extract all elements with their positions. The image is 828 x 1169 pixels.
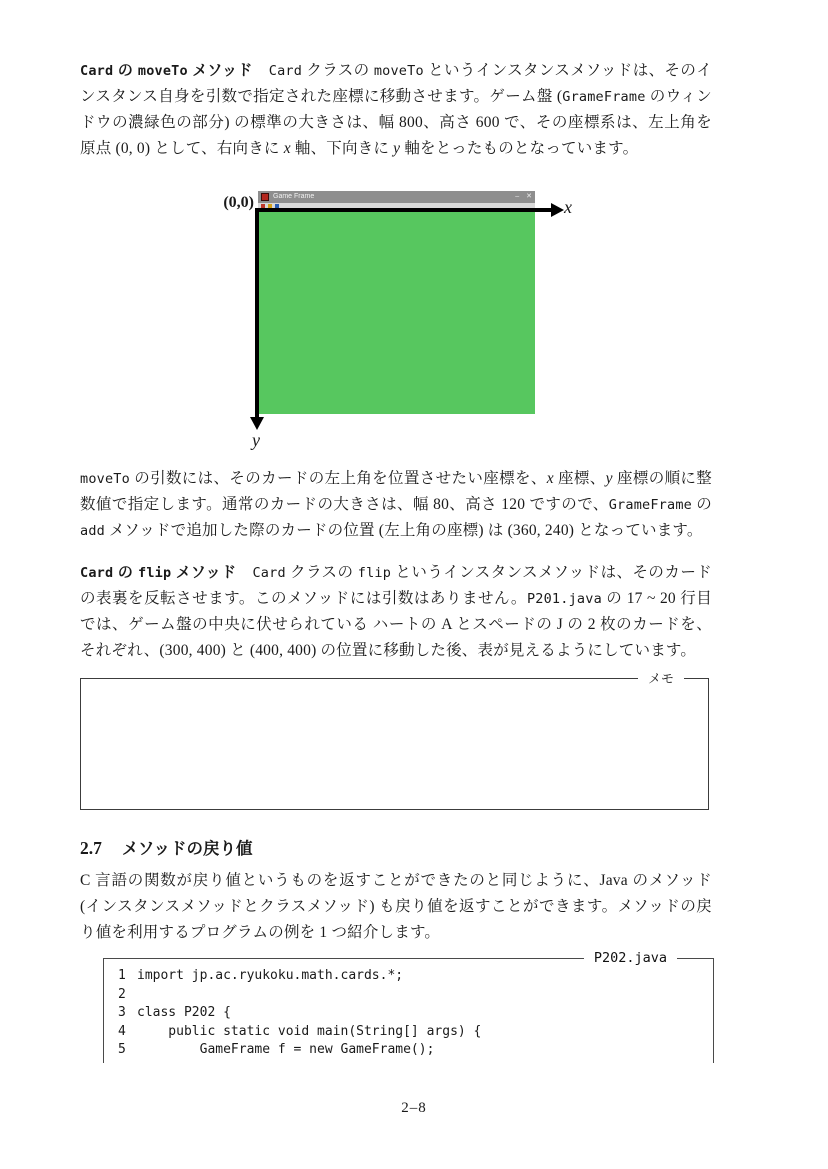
paragraph-moveto-args: moveTo の引数には、そのカードの左上角を位置させたい座標を、x 座標、y 座標の順に整数値で指定します。通常のカードの大きさは、幅 80、高さ 120 ですので、GrameFrame の add メソッドで追加した際のカードの位置 (左上角の座標) は (360, 240) となっています。 (80, 470, 712, 539)
page-number: 2–8 (401, 1100, 427, 1116)
code-box (103, 950, 714, 1063)
y-axis (255, 208, 259, 418)
origin-label: (0,0) (223, 194, 254, 211)
x-axis-label: x (564, 197, 572, 217)
memo-box (80, 671, 709, 810)
section-title: メソッドの戻り値 (121, 840, 253, 858)
y-axis-label: y (252, 430, 260, 450)
window-title: Game Frame (273, 193, 315, 200)
window-app-icon (261, 193, 269, 201)
paragraph-return-value: C 言語の関数が戻り値というものを返すことができたのと同じように、Java のメソッド (インスタンスメソッドとクラスメソッド) も戻り値を返すことができます。メソッドの戻り値を利用するプログラムの例を 1 つ紹介します。 (80, 872, 712, 941)
code-line: 4 public static void main(String[] args) { (118, 1023, 482, 1039)
close-icon: ✕ (526, 193, 532, 200)
x-axis (255, 208, 552, 212)
game-board (258, 210, 535, 414)
game-window (258, 191, 535, 414)
x-axis-arrowhead-icon (551, 203, 564, 217)
paragraph-flip: Card の flip メソッド Card クラスの flip というインスタンスメソッドは、そのカードの表裏を反転させます。このメソッドには引数はありません。P201.java の 17 ~ 20 行目では、ゲーム盤の中央に伏せられている ハートの A とスペードの J の 2 枚のカードを、それぞれ、(300, 400) と (400, 400) の位置に移動した後、表が見えるようにしています。 (80, 564, 712, 659)
memo-box-label: メモ (638, 670, 684, 687)
section-number: 2.7 (80, 838, 102, 858)
minimize-icon: – (515, 193, 520, 200)
code-line: 3 class P202 { (118, 1005, 231, 1021)
code-lines (104, 959, 713, 1059)
code-line: 1 import jp.ac.ryukoku.math.cards.*; (118, 968, 404, 983)
window-controls (515, 191, 532, 203)
code-box-label: P202.java (584, 949, 677, 968)
paragraph-moveto: Card の moveTo メソッド Card クラスの moveTo というインスタンスメソッドは、そのインスタンス自身を引数で指定された座標に移動させます。ゲーム盤 (GrameFrame のウィンドウの濃緑色の部分) の標準の大きさは、幅 800、高さ 600 で、その座標系は、左上角を原点 (0, 0) として、右向きに x 軸、下向きに y 軸をとったものとなっています。 (80, 62, 713, 157)
section-heading (80, 835, 253, 859)
coordinate-diagram (0, 185, 828, 451)
code-line: 2 (118, 986, 126, 1002)
code-line: 5 GameFrame f = new GameFrame(); (118, 1042, 435, 1058)
y-axis-arrowhead-icon (250, 417, 264, 430)
window-titlebar (258, 191, 535, 203)
